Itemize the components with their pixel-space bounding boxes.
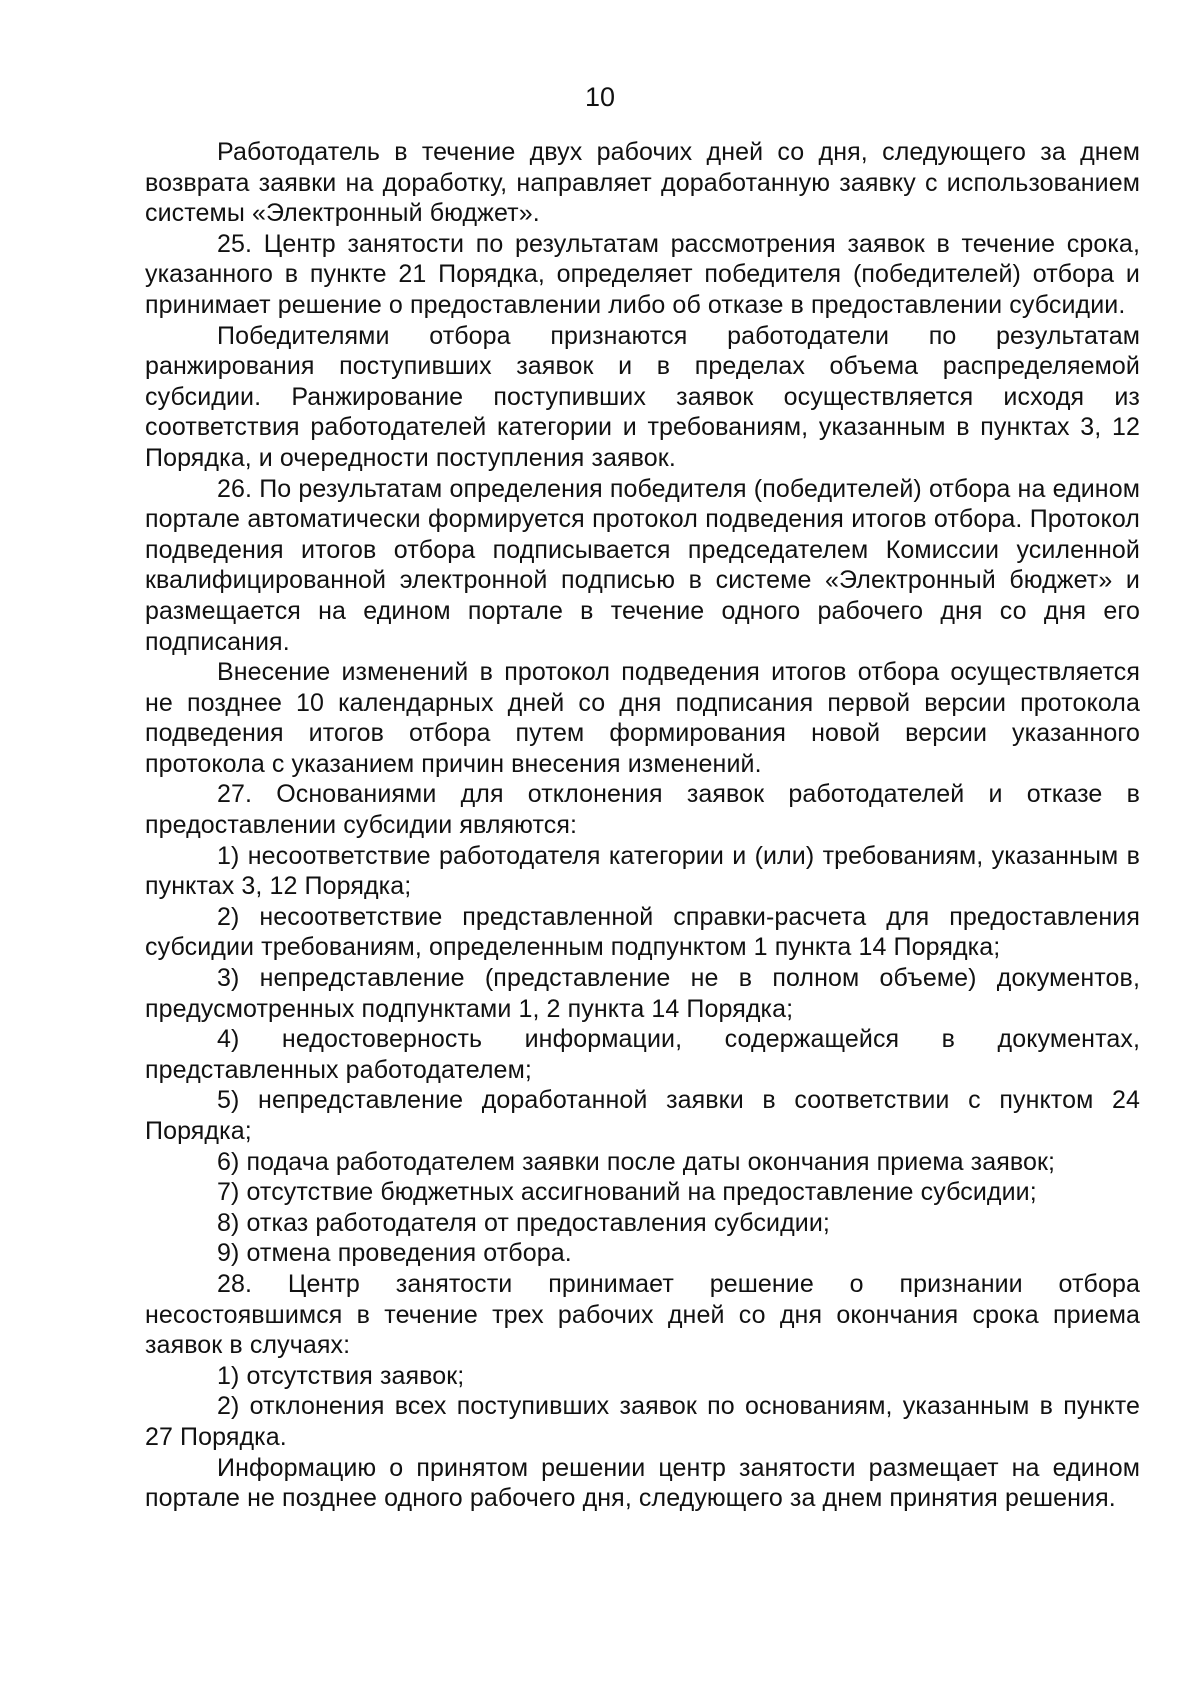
list-item-27-1: 1) несоответствие работодателя категории и (или) требованиям, указанным в пунктах 3, 12 Порядка; [145,841,1140,901]
list-item-27-8: 8) отказ работодателя от предоставления субсидии; [217,1208,830,1237]
list-item-27-2: 2) несоответствие представленной справки-расчета для предоставления субсидии требованиям, определенным подпунктом 1 пункта 14 Порядка; [145,902,1140,962]
document-body [145,137,1140,1514]
page-number: 10 [584,82,616,112]
paragraph-25: 25. Центр занятости по результатам рассмотрения заявок в течение срока, указанного в пункте 21 Порядка, определяет победителя (победителей) отбора и принимает решение о предоставлении либо об отказе в предоставлении субсидии. [145,229,1140,319]
list-item-28-1: 1) отсутствия заявок; [217,1361,465,1390]
paragraph-winners: Победителями отбора признаются работодатели по результатам ранжирования поступивших заявок и в пределах объема распределяемой субсидии. Ранжирование поступивших заявок осуществляется исходя из соответствия работодателей категории и требованиям, указанным в пунктах 3, 12 Порядка, и очередности поступления заявок. [145,321,1140,472]
paragraph-28: 28. Центр занятости принимает решение о признании отбора несостоявшимся в течение трех рабочих дней со дня окончания срока приема заявок в случаях: [145,1269,1140,1360]
paragraph-decision-info: Информацию о принятом решении центр занятости размещает на едином портале не позднее одного рабочего дня, следующего за днем принятия решения. [145,1453,1140,1513]
list-item-27-9: 9) отмена проведения отбора. [217,1239,572,1268]
list-item-27-7: 7) отсутствие бюджетных ассигнований на предоставление субсидии; [217,1178,1037,1207]
paragraph-protocol-changes: Внесение изменений в протокол подведения итогов отбора осуществляется не позднее 10 календарных дней со дня подписания первой версии протокола подведения итогов отбора путем формирования новой версии указанного протокола с указанием причин внесения изменений. [145,658,1140,778]
paragraph-26: 26. По результатам определения победителя (победителей) отбора на едином портале автоматически формируется протокол подведения итогов отбора. Протокол подведения итогов отбора подписывается председателем Комиссии усиленной квалифицированной электронной подписью в системе «Электронный бюджет» и размещается на едином портале в течение одного рабочего дня со дня его подписания. [145,474,1140,656]
list-item-27-6: 6) подача работодателем заявки после даты окончания приема заявок; [217,1147,1056,1176]
list-item-27-5: 5) непредставление доработанной заявки в соответствии с пунктом 24 Порядка; [145,1086,1140,1145]
list-item-27-4: 4) недостоверность информации, содержащейся в документах, представленных работодателем; [145,1025,1140,1084]
list-item-28-2: 2) отклонения всех поступивших заявок по основаниям, указанным в пункте 27 Порядка. [145,1392,1140,1451]
paragraph-27: 27. Основаниями для отклонения заявок работодателей и отказе в предоставлении субсидии являются: [145,780,1140,840]
list-item-27-3: 3) непредставление (представление не в полном объеме) документов, предусмотренных подпунктами 1, 2 пункта 14 Порядка; [145,964,1140,1023]
paragraph-employer-resubmission: Работодатель в течение двух рабочих дней со дня, следующего за днем возврата заявки на доработку, направляет доработанную заявку с использованием системы «Электронный бюджет». [145,138,1140,228]
